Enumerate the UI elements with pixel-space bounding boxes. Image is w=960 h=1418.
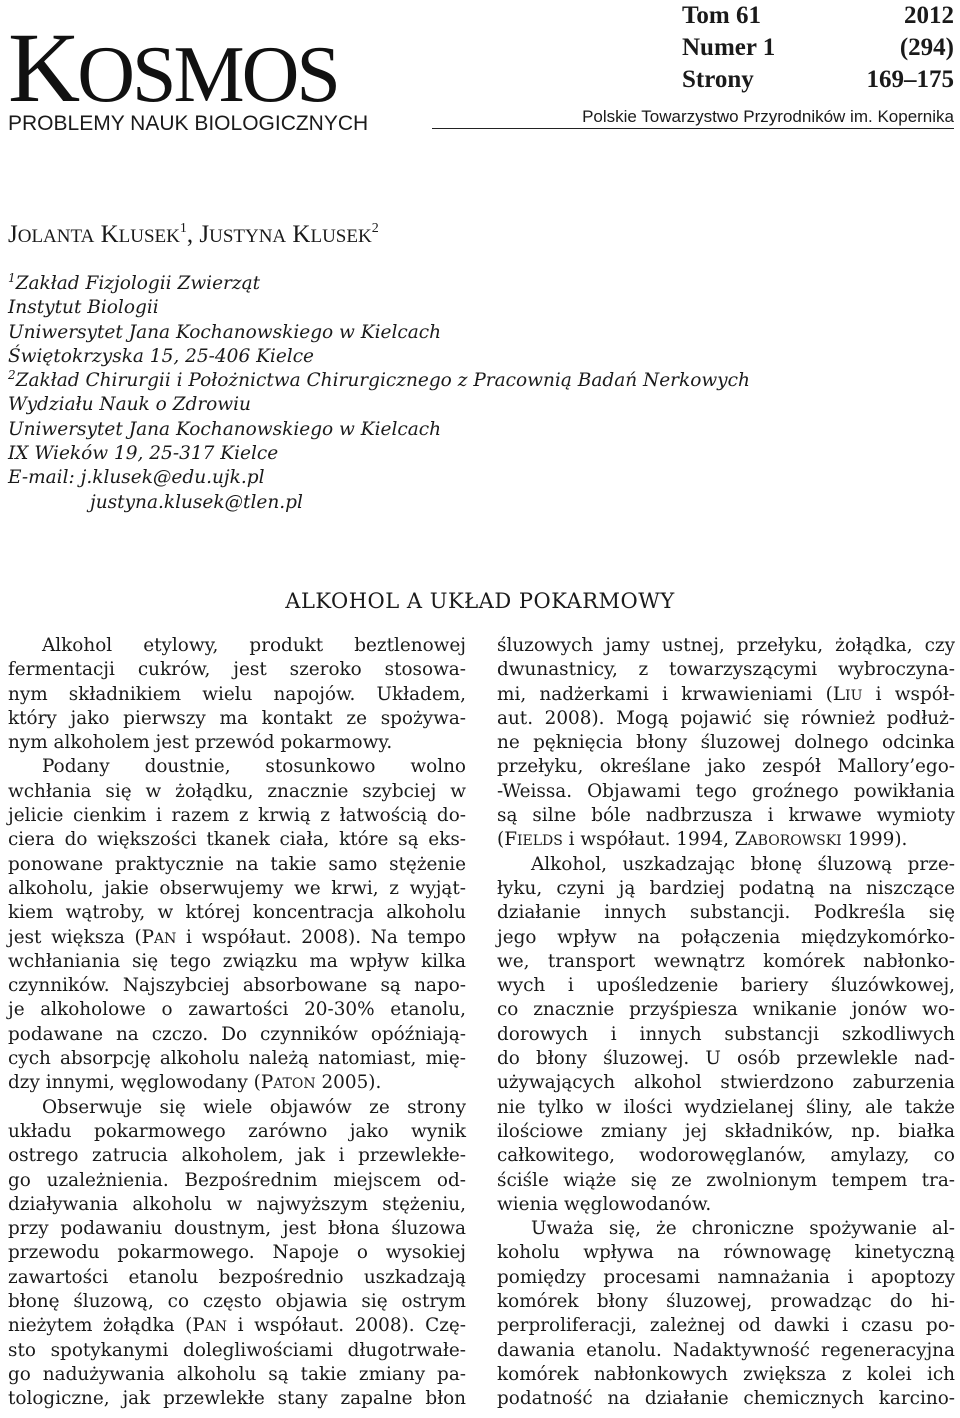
journal-logo: KOSMOS: [8, 12, 338, 123]
text-line: do błony śluzowej. U osób przewlekle nad-: [497, 1048, 955, 1070]
text-line: komórek błony śluzowej, prowadząc do hi-: [497, 1291, 955, 1313]
affiliations: [8, 272, 750, 515]
text-line: nieżytem żołądka (PAN i współaut. 2008). Czę-: [8, 1315, 466, 1337]
text-line: mi, nadżerkami i krwawieniami (LIU i współ-: [497, 683, 956, 705]
text-line: perproliferacji, zależnej od dawki i czasu po-: [497, 1315, 955, 1337]
text-line: podawane na czczo. Do czynników opóźniają-: [8, 1023, 466, 1045]
author-list: JOLANTA KLUSEK$^1$, JUSTYNA KLUSEK$^2$: [8, 221, 379, 248]
text-line: zawartości etanolu bezpośrednio uszkadzają: [8, 1266, 466, 1288]
text-line: ostrego zatrucia alkoholem, jak i przewlekłe-: [8, 1145, 466, 1167]
text-line: Alkohol etylowy, produkt beztlenowej: [42, 635, 466, 656]
issue-value: 2012: [904, 2, 954, 29]
text-line: ilościowe zmiany jej składników, np. białka: [497, 1120, 955, 1142]
text-line: działywania alkoholu w najwyższym stężeniu,: [8, 1193, 466, 1215]
text-line: dorowych i innych substancji szkodliwych: [497, 1023, 955, 1045]
text-line: nym alkoholem jest przewód pokarmowy.: [8, 732, 393, 754]
text-line: wych i upośledzenie bariery śluzówkowej,: [497, 975, 955, 997]
journal-subtitle: PROBLEMY NAUK BIOLOGICZNYCH: [8, 112, 369, 135]
right-column: [497, 634, 955, 1412]
text-line: podatność na działanie chemicznych karcino-: [497, 1388, 955, 1410]
affiliation-line: $^2$Zakład Chirurgii i Położnictwa Chirurgicznego z Pracownią Badań Nerkowych: [8, 368, 750, 392]
affiliation-line: Instytut Biologii: [8, 297, 159, 319]
text-line: sto spotykanymi dolegliwościami długotrwałe-: [8, 1339, 466, 1361]
affiliation-line: Wydziału Nauk o Zdrowiu: [8, 394, 251, 416]
issue-row-pages: [682, 64, 954, 96]
masthead: [0, 0, 960, 140]
text-line: dzy innymi, węglowodany (PATON 2005).: [8, 1072, 382, 1094]
issue-label: Tom 61: [682, 2, 761, 29]
text-line: tologiczne, jak przewlekłe stany zapalne błon: [8, 1388, 466, 1410]
text-line: błonę śluzową, co często objawia się ostrym: [8, 1291, 466, 1313]
affiliation-line: Uniwersytet Jana Kochanowskiego w Kielcach: [8, 418, 442, 440]
text-line: Uważa się, że chroniczne spożywanie al-: [531, 1218, 955, 1240]
text-line: ściśle wiąże się ze zwolnionym tempem tra-: [497, 1169, 955, 1191]
text-line: komórek nabłonkowych zwiększa z kolei ich: [497, 1363, 955, 1385]
text-line: który jako pierwszy ma kontakt ze spożywa-: [8, 707, 466, 729]
text-line: kiem wątroby, w której koncentracja alkoholu: [8, 902, 466, 924]
issue-label: Numer 1: [682, 34, 776, 61]
text-line: -Weissa. Objawami tego groźnego powikłania: [497, 780, 955, 802]
text-line: układu pokarmowego zarówno jako wynik: [8, 1120, 466, 1142]
text-line: są silne bóle nadbrzusza i krwawe wymioty: [497, 805, 955, 827]
text-line: go nadużywania alkoholu są takie zmiany pa-: [8, 1363, 466, 1385]
text-line: cych absorpcję alkoholu należą natomiast, mię-: [8, 1048, 466, 1070]
text-line: co znacznie przyśpiesza wnikanie jonów wo-: [497, 999, 955, 1021]
text-line: nym składnikiem wielu napojów. Układem,: [8, 683, 466, 705]
text-line: dawania etanolu. Nadaktywność regeneracyjna: [497, 1339, 955, 1361]
masthead-rule: [432, 128, 954, 129]
text-line: alkoholu, jakie obserwujemy we krwi, z wyjąt-: [8, 877, 466, 899]
text-line: je alkoholowe o zawartości 20-30% etanolu,: [8, 999, 466, 1021]
affiliation-line: Uniwersytet Jana Kochanowskiego w Kielcach: [8, 321, 442, 343]
text-line: przewodu pokarmowego. Napoje o wysokiej: [8, 1242, 466, 1264]
text-line: przełyku, określane jako zespół Mallory’ego-: [497, 756, 955, 778]
issue-value: (294): [899, 34, 954, 61]
text-line: koholu wpływa na równowagę kinetyczną: [497, 1242, 955, 1264]
text-line: ciera do większości tkanek ciała, które są eks-: [8, 829, 466, 851]
text-line: (FIELDS i współaut. 1994, ZABOROWSKI 1999).: [497, 829, 908, 851]
text-line: wchłaniania się tego związku ma wpływ kilka: [8, 950, 466, 972]
text-line: wienia węglowodanów.: [497, 1193, 712, 1215]
issue-row-volume: [682, 0, 954, 32]
text-line: nie tylko w ilości wydzielanej śliny, ale także: [497, 1096, 955, 1118]
text-line: dwunastnicy, z towarzyszącymi wybroczyna-: [497, 659, 955, 681]
text-line: fermentacji cukrów, jest szeroko stosowa-: [8, 659, 466, 681]
text-line: Obserwuje się wiele objawów ze strony: [42, 1096, 466, 1118]
text-line: łyku, czyni ją bardziej podatną na niszczące: [497, 877, 955, 899]
issue-row-number: [682, 32, 954, 64]
text-line: pomiędzy procesami namnażania i apoptozy: [497, 1266, 955, 1288]
text-line: jelicie cienkim i razem z krwią z łatwością do-: [8, 805, 466, 827]
text-line: używających alkohol stwierdzono zaburzenia: [497, 1072, 955, 1094]
text-line: przy podawaniu doustnym, jest błona śluzowa: [8, 1218, 466, 1240]
affiliation-line: IX Wieków 19, 25-317 Kielce: [8, 443, 279, 465]
text-line: czynników. Najszybciej absorbowane są napo-: [8, 975, 466, 997]
text-line: Podany doustnie, stosunkowo wolno: [42, 756, 466, 778]
text-line: we, transport wewnątrz komórek nabłonko-: [497, 950, 955, 972]
text-line: ne pęknięcia błony śluzowej dolnego odcinka: [497, 732, 955, 754]
text-line: ponowane praktycznie na takie samo stężenie: [8, 853, 466, 875]
text-line: całkowitego, wodorowęglanów, amylazy, co: [497, 1145, 955, 1167]
affiliation-line: Świętokrzyska 15, 25-406 Kielce: [8, 345, 315, 367]
email-line: justyna.klusek@tlen.pl: [90, 491, 303, 513]
text-line: jest większa (PAN i współaut. 2008). Na tempo: [8, 926, 466, 948]
article-title: ALKOHOL A UKŁAD POKARMOWY: [285, 589, 675, 613]
affiliation-line: $^1$Zakład Fizjologii Zwierząt: [8, 271, 261, 294]
text-line: działanie innych substancji. Podkreśla się: [497, 902, 955, 924]
issue-value: 169–175: [866, 66, 954, 93]
issue-label: Strony: [682, 66, 754, 93]
text-line: śluzowych jamy ustnej, przełyku, żołądka, czy: [497, 635, 955, 656]
society-name: Polskie Towarzystwo Przyrodników im. Kopernika: [582, 107, 954, 126]
left-column: [8, 634, 466, 1412]
text-line: go uzależnienia. Bezpośrednim miejscem od-: [8, 1169, 466, 1191]
text-line: wchłania się w żołądku, znacznie szybciej w: [8, 780, 466, 802]
text-line: aut. 2008). Mogą pojawić się również podłuż-: [497, 707, 955, 729]
text-line: Alkohol, uszkadzając błonę śluzową prze-: [531, 853, 955, 875]
email-line: E-mail: j.klusek@edu.ujk.pl: [8, 467, 265, 489]
issue-info: [682, 0, 954, 96]
text-line: jego wpływ na połączenia międzykomórko-: [497, 926, 955, 948]
